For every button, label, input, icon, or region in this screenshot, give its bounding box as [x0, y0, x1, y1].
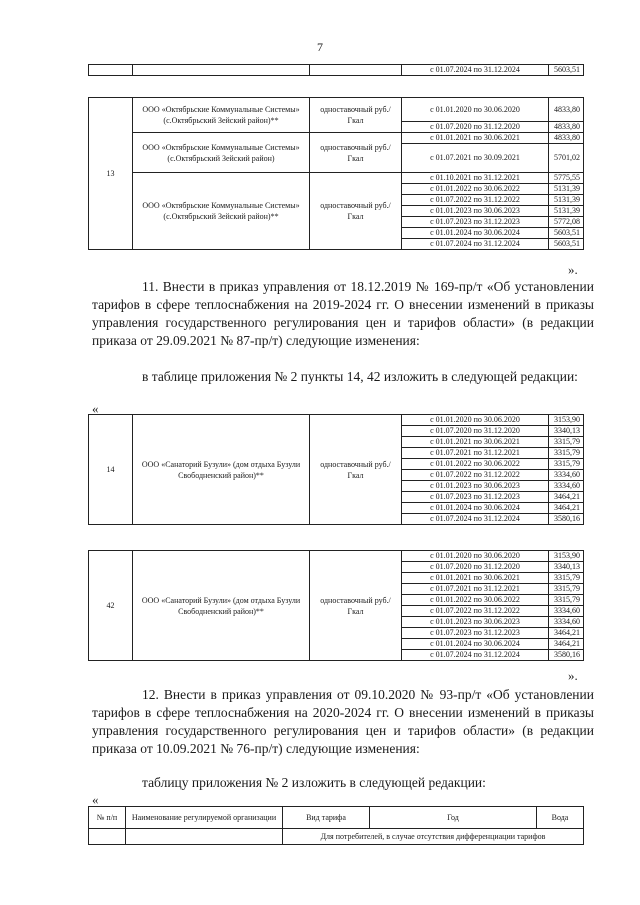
value-cell: 3464,21 [549, 492, 584, 503]
period-cell: с 01.01.2022 по 30.06.2022 [402, 595, 549, 606]
period-cell: с 01.07.2024 по 31.12.2024 [402, 514, 549, 525]
col-number-header: № п/п [89, 807, 126, 829]
value-cell: 4833,80 [549, 122, 584, 133]
consumer-subrow: Для потребителей, в случае отсутствия дифференциации тарифов [283, 829, 584, 845]
value-cell: 5772,08 [549, 217, 584, 228]
value-cell: 3315,79 [549, 595, 584, 606]
table-row-14 [88, 414, 584, 525]
col-org-header: Наименование регулируемой организации [126, 807, 283, 829]
value-cell: 3315,79 [549, 459, 584, 470]
page-number: 7 [317, 40, 323, 54]
opening-quote: « [92, 792, 99, 807]
period-cell: с 01.07.2023 по 31.12.2023 [402, 217, 549, 228]
value-cell: 3580,16 [549, 514, 584, 525]
value-cell: 3334,60 [549, 617, 584, 628]
period-cell: с 01.01.2024 по 30.06.2024 [402, 228, 549, 239]
col-year-header: Год [370, 807, 537, 829]
closing-quote: ». [568, 668, 578, 683]
value-cell: 3334,60 [549, 481, 584, 492]
period-cell: с 01.01.2020 по 30.06.2020 [402, 98, 549, 122]
value-cell: 3334,60 [549, 470, 584, 481]
value-cell: 3464,21 [549, 628, 584, 639]
table-row-13 [88, 97, 584, 250]
period-cell: с 01.07.2022 по 31.12.2022 [402, 470, 549, 481]
org-name: ООО «Октябрьские Коммунальные Системы» (с.Октябрьский Зейский район)** [133, 98, 310, 133]
period-cell: с 01.07.2022 по 31.12.2022 [402, 195, 549, 206]
value-cell: 5603,51 [549, 228, 584, 239]
value-cell: 3153,90 [549, 551, 584, 562]
period-cell: с 01.01.2021 по 30.06.2021 [402, 573, 549, 584]
period-cell: с 01.07.2024 по 31.12.2024 [402, 650, 549, 661]
tariff-type: одноставочный руб./Гкал [310, 551, 402, 661]
period-cell: с 01.07.2022 по 31.12.2022 [402, 606, 549, 617]
period-cell: с 01.01.2024 по 30.06.2024 [402, 503, 549, 514]
period-cell: с 01.01.2021 по 30.06.2021 [402, 437, 549, 448]
value-cell: 3340,13 [549, 426, 584, 437]
value-cell: 5603,51 [549, 65, 584, 76]
col-water-header: Вода [537, 807, 584, 829]
value-cell: 5603,51 [549, 239, 584, 250]
tariff-type: одноставочный руб./Гкал [310, 415, 402, 525]
value-cell: 3315,79 [549, 448, 584, 459]
period-cell: с 01.07.2020 по 31.12.2020 [402, 562, 549, 573]
tariff-type: одноставочный руб./Гкал [310, 173, 402, 250]
tariff-type: одноставочный руб./Гкал [310, 98, 402, 133]
row-number: 42 [89, 551, 133, 661]
period-cell: с 01.01.2024 по 30.06.2024 [402, 639, 549, 650]
period-cell: с 01.07.2020 по 31.12.2020 [402, 426, 549, 437]
org-name: ООО «Санаторий Бузули» (дом отдыха Бузули Свободненский район)** [133, 551, 310, 661]
period-cell: с 01.07.2021 по 30.09.2021 [402, 144, 549, 173]
continuation-table [88, 64, 584, 76]
period-cell: с 01.07.2021 по 31.12.2021 [402, 584, 549, 595]
table-row [89, 65, 584, 76]
org-name: ООО «Санаторий Бузули» (дом отдыха Бузули Свободненский район)** [133, 415, 310, 525]
row-number: 13 [89, 98, 133, 250]
org-name: ООО «Октябрьские Коммунальные Системы» (с.Октябрьский Зейский район) [133, 133, 310, 173]
tariff-type: одноставочный руб./Гкал [310, 133, 402, 173]
value-cell: 4833,80 [549, 98, 584, 122]
paragraph-11-instruction: в таблице приложения № 2 пункты 14, 42 изложить в следующей редакции: [142, 369, 578, 384]
table-row-42 [88, 550, 584, 661]
period-cell: с 01.07.2023 по 31.12.2023 [402, 492, 549, 503]
value-cell: 3464,21 [549, 503, 584, 514]
period-cell: с 01.01.2023 по 30.06.2023 [402, 481, 549, 492]
closing-quote: ». [568, 262, 578, 277]
period-cell: с 01.07.2023 по 31.12.2023 [402, 628, 549, 639]
value-cell: 3153,90 [549, 415, 584, 426]
value-cell: 5131,39 [549, 184, 584, 195]
period-cell: с 01.01.2022 по 30.06.2022 [402, 459, 549, 470]
cell-empty [310, 65, 402, 76]
value-cell: 3315,79 [549, 437, 584, 448]
value-cell: 3464,21 [549, 639, 584, 650]
value-cell: 3334,60 [549, 606, 584, 617]
period-cell: с 01.01.2022 по 30.06.2022 [402, 184, 549, 195]
value-cell: 3340,13 [549, 562, 584, 573]
value-cell: 4833,80 [549, 133, 584, 144]
opening-quote: « [92, 401, 99, 416]
value-cell: 3580,16 [549, 650, 584, 661]
paragraph-12: 12. Внести в приказ управления от 09.10.2020 № 93-пр/т «Об установлении тарифов в сфере теплоснабжения на 2020-2024 гг. О внесении изменений в приказы управления государственного регулирования цен и тарифов области» (в редакции приказа от 10.09.2021 № 76-пр/т) следующие изменения: [92, 687, 594, 756]
value-cell: 5131,39 [549, 195, 584, 206]
row-number: 14 [89, 415, 133, 525]
header-table [88, 806, 584, 845]
period-cell: с 01.01.2020 по 30.06.2020 [402, 551, 549, 562]
value-cell: 3315,79 [549, 584, 584, 595]
period-cell: с 01.07.2024 по 31.12.2024 [402, 65, 549, 76]
paragraph-11: 11. Внести в приказ управления от 18.12.2019 № 169-пр/т «Об установлении тарифов в сфере теплоснабжения на 2019-2024 гг. О внесении изменений в приказы управления государственного регулирования цен и тарифов области» (в редакции приказа от 29.09.2021 № 87-пр/т) следующие изменения: [92, 279, 594, 348]
period-cell: с 01.01.2023 по 30.06.2023 [402, 617, 549, 628]
period-cell: с 01.01.2023 по 30.06.2023 [402, 206, 549, 217]
period-cell: с 01.01.2020 по 30.06.2020 [402, 415, 549, 426]
cell-empty [89, 829, 126, 845]
period-cell: с 01.07.2024 по 31.12.2024 [402, 239, 549, 250]
cell-empty [89, 65, 133, 76]
cell-empty [126, 829, 283, 845]
period-cell: с 01.07.2020 по 31.12.2020 [402, 122, 549, 133]
value-cell: 5701,02 [549, 144, 584, 173]
cell-empty [133, 65, 310, 76]
org-name: ООО «Октябрьские Коммунальные Системы» (с.Октябрьский Зейский район)** [133, 173, 310, 250]
value-cell: 5775,55 [549, 173, 584, 184]
period-cell: с 01.10.2021 по 31.12.2021 [402, 173, 549, 184]
period-cell: с 01.07.2021 по 31.12.2021 [402, 448, 549, 459]
period-cell: с 01.01.2021 по 30.06.2021 [402, 133, 549, 144]
paragraph-12-instruction: таблицу приложения № 2 изложить в следующей редакции: [142, 775, 486, 790]
value-cell: 3315,79 [549, 573, 584, 584]
value-cell: 5131,39 [549, 206, 584, 217]
col-type-header: Вид тарифа [283, 807, 370, 829]
